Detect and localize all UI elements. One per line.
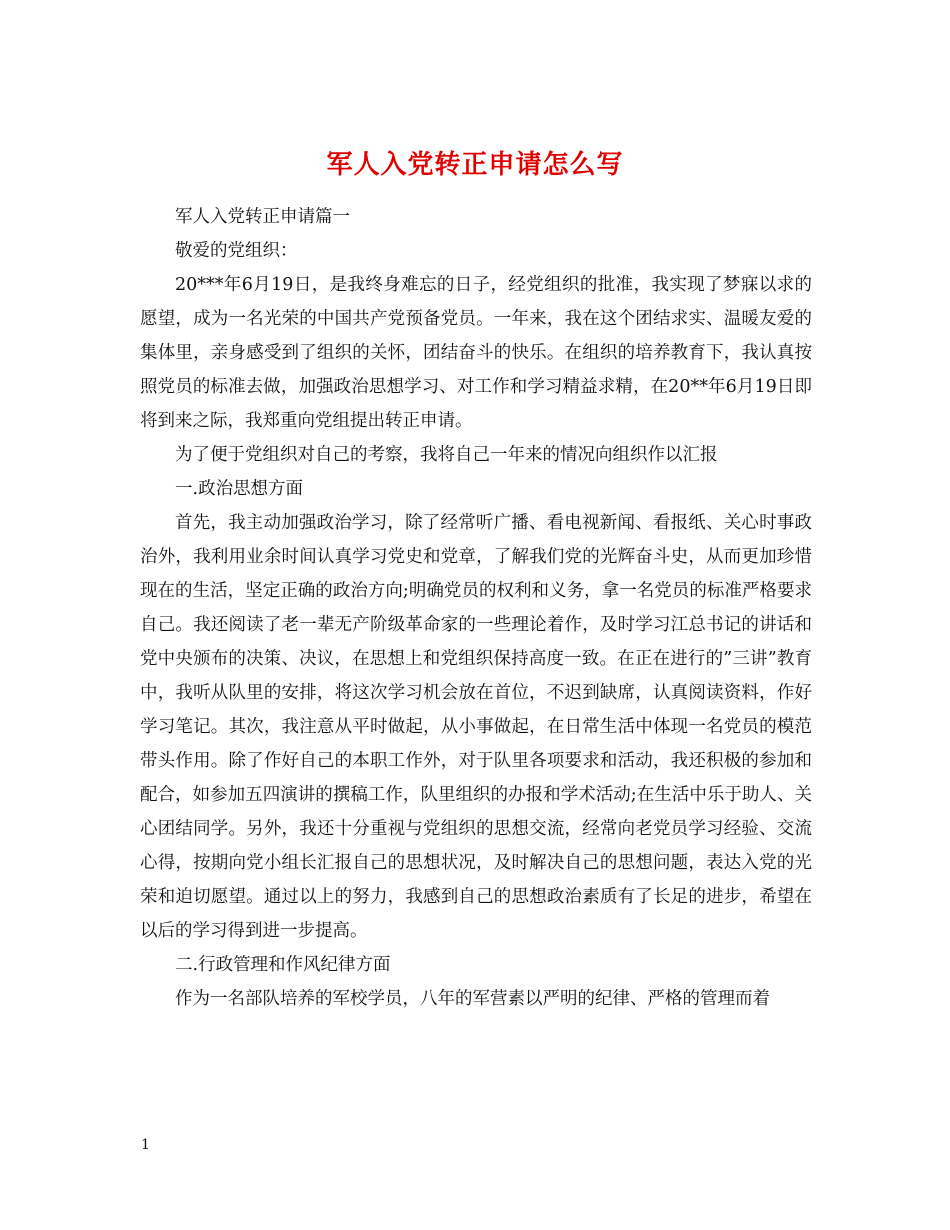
page-number: 1 [141,1137,150,1153]
subsection-heading: 二.行政管理和作风纪律方面 [175,955,391,975]
paragraph: 作为一名部队培养的军校学员，八年的军营素以严明的纪律、严格的管理而着 [175,989,770,1009]
paragraph: 为了便于党组织对自己的考察，我将自己一年来的情况向组织作以汇报 [175,445,718,465]
subsection-heading: 一.政治思想方面 [175,479,304,499]
paragraph: 首先，我主动加强政治学习，除了经常听广播、看电视新闻、看报纸、关心时事政治外，我利用业余时间认真学习党史和党章，了解我们党的光辉奋斗史，从而更加珍惜现在的生活，坚定正确的政治方向;明确党员的权利和义务，拿一名党员的标准严格要求自己。我还阅读了老一辈无产阶级革命家的一些理论着作，及时学习江总书记的讲话和党中央颁布的决策、决议，在思想上和党组织保持高度一致。在正在进行的”三讲”教育中，我听从队里的安排，将这次学习机会放在首位，不迟到缺席，认真阅读资料，作好学习笔记。其次，我注意从平时做起，从小事做起，在日常生活中体现一名党员的模范带头作用。除了作好自己的本职工作外，对于队里各项要求和活动，我还积极的参加和配合，如参加五四演讲的撰稿工作，队里组织的办报和学术活动;在生活中乐于助人、关心团结同学。另外，我还十分重视与党组织的思想交流，经常向老党员学习经验、交流心得，按期向党小组长汇报自己的思想状况，及时解决自己的思想问题，表达入党的光荣和迫切愿望。通过以上的努力，我感到自己的思想政治素质有了长足的进步，希望在以后的学习得到进一步提高。 [140,513,812,941]
document-title: 军人入党转正申请怎么写 [326,150,624,181]
document-body [140,200,812,1016]
section-heading: 军人入党转正申请篇一 [175,207,350,227]
paragraph: 20***年6月19日，是我终身难忘的日子，经党组织的批准，我实现了梦寐以求的愿望，成为一名光荣的中国共产党预备党员。一年来，我在这个团结求实、温暖友爱的集体里，亲身感受到了组织的关怀，团结奋斗的快乐。在组织的培养教育下，我认真按照党员的标准去做，加强政治思想学习、对工作和学习精益求精，在20**年6月19日即将到来之际，我郑重向党组提出转正申请。 [140,275,812,431]
salutation: 敬爱的党组织： [175,241,298,261]
